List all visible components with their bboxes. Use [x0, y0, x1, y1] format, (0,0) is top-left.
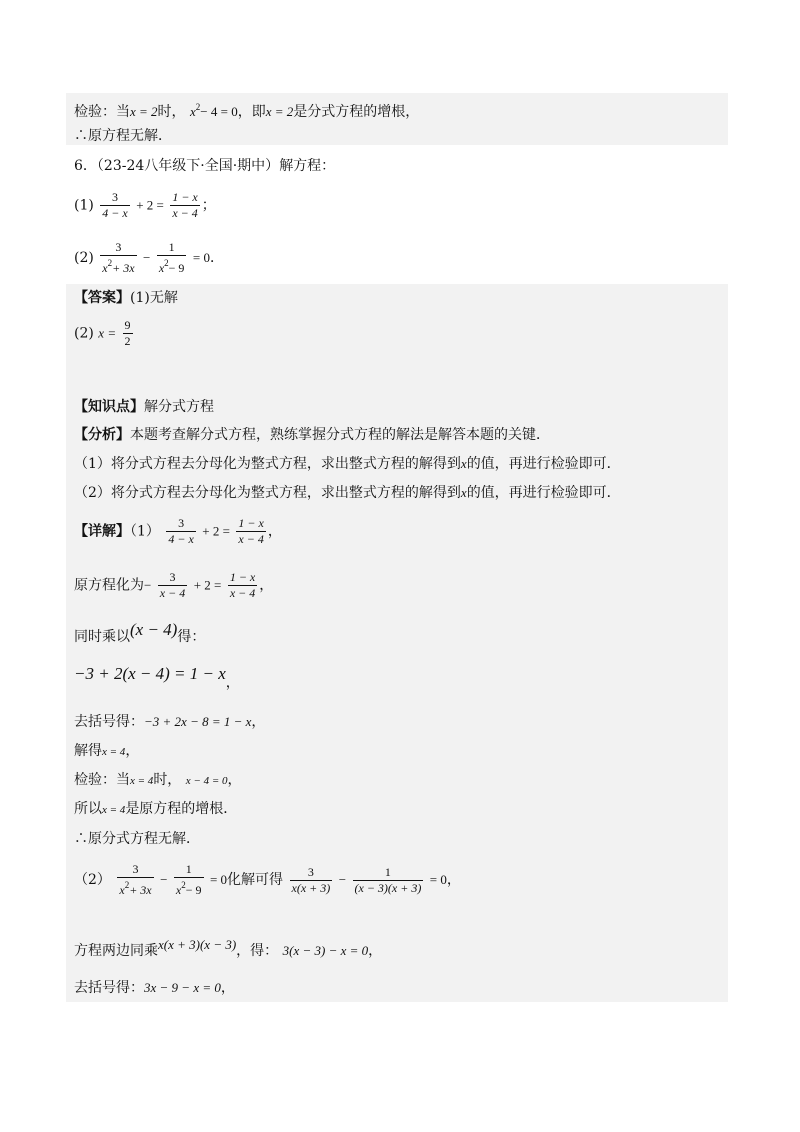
check-line-1: 检验：当x = 2时， $x^2- 4 = 0$，即x = 2是分式方程的增根，	[74, 102, 420, 120]
detail-transform: 原方程化为− $\frac{3}{x - 4}$ + 2 = $\frac{1 - x}{x - 4}$ ，	[74, 570, 274, 600]
detail-root: 所以x = 4是原方程的增根．	[74, 801, 238, 817]
detail-solve: 解得x = 4，	[74, 743, 140, 759]
detail-conclusion: ∴原分式方程无解．	[74, 831, 200, 847]
detail-multiply: 同时乘以(x − 4)得：	[74, 620, 206, 645]
detail-equation-a: −3 + 2(x − 4) = 1 − x，	[74, 664, 240, 691]
analysis-line: 【分析】本题考查解分式方程，熟练掌握分式方程的解法是解答本题的关键．	[74, 427, 550, 443]
problem-equation-1: (1) $\frac{3}{4 - x}$ + 2 = $\frac{1 - x}{x - 4}$ ；	[74, 190, 216, 220]
detail-expand-2: 去括号得：3x − 9 − x = 0，	[74, 980, 235, 996]
conclusion-line-1: ∴原方程无解．	[74, 128, 172, 144]
problem-equation-2: (2) $\frac{3}{x^2+ 3x}$ − $\frac{1}{x^2- 9}$ = 0．	[74, 240, 224, 275]
answer-line-2: (2) x = $\frac{9}{2}$	[74, 318, 131, 348]
detail-part2: （2） $\frac{3}{x^2+ 3x}$ − $\frac{1}{x^2- 9}$ = 0化解可得 $\frac{3}{x(x + 3)}$ − $\frac{1}{(x - 3)(x + 3)}$ = 0，	[74, 862, 461, 897]
detail-both-sides: 方程两边同乘x(x + 3)(x − 3)，得： 3(x − 3) − x = 0，	[74, 937, 383, 959]
detail-check: 检验：当x = 4时， x − 4 = 0，	[74, 772, 242, 788]
answer-line-1: 【答案】(1)无解	[74, 290, 178, 306]
analysis-step-2: （2）将分式方程去分母化为整式方程，求出整式方程的解得到x的值，再进行检验即可．	[74, 485, 621, 501]
detail-expand: 去括号得：−3 + 2x − 8 = 1 − x，	[74, 714, 266, 730]
detail-line-1: 【详解】（1） $\frac{3}{4 - x}$ + 2 = $\frac{1 - x}{x - 4}$ ，	[74, 516, 282, 546]
knowledge-line: 【知识点】解分式方程	[74, 399, 214, 415]
analysis-step-1: （1）将分式方程去分母化为整式方程，求出整式方程的解得到x的值，再进行检验即可．	[74, 456, 621, 472]
problem-header: 6．（23-24八年级下·全国·期中）解方程：	[74, 158, 336, 174]
